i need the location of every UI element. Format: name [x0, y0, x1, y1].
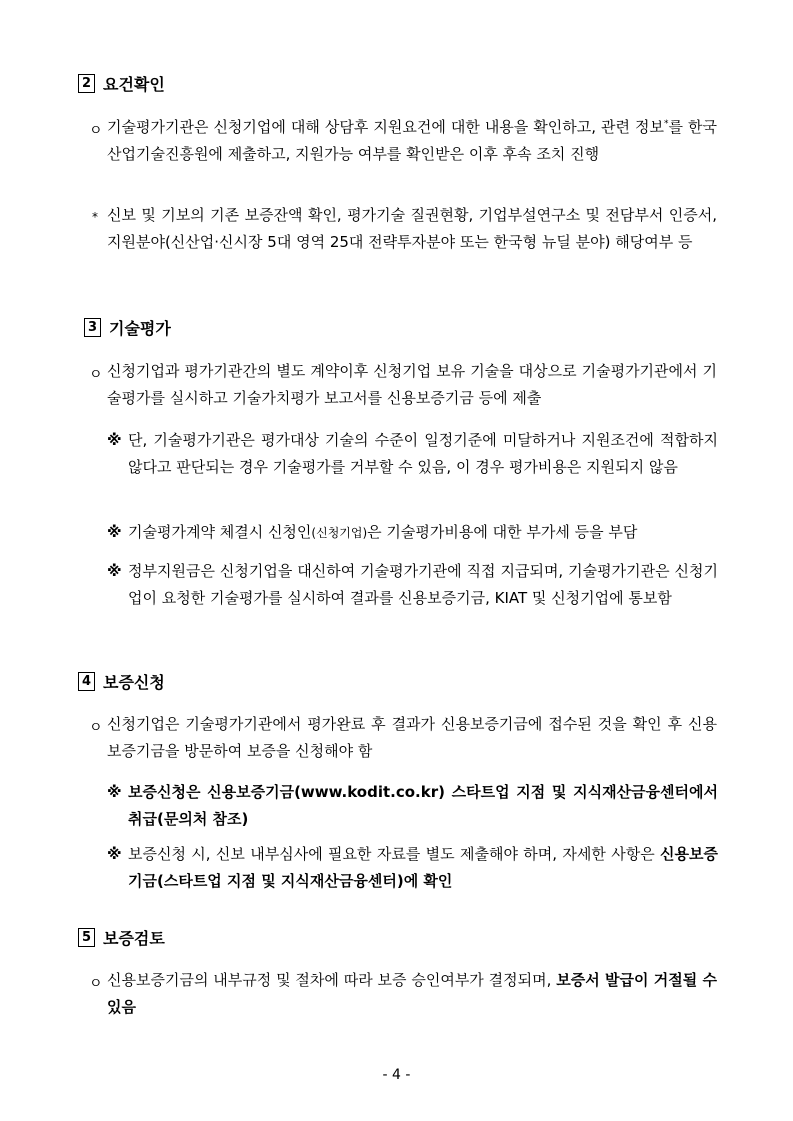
- note-paragraph: [128, 841, 718, 895]
- paragraph-text: 보증신청 시, 신보 내부심사에 필요한 자료를 별도 제출해야 하며, 자세한 사항은: [128, 845, 661, 863]
- circle-bullet: ㅇ: [89, 367, 103, 383]
- section-number-box: 3: [84, 318, 101, 337]
- reference-mark: ※: [107, 562, 122, 580]
- reference-mark: ※: [107, 783, 122, 801]
- asterisk-note-mark: *: [92, 210, 98, 224]
- small-text: (신청기업): [311, 526, 368, 540]
- footnote-marker: *: [664, 119, 669, 129]
- section-title: 요건확인: [103, 75, 165, 94]
- section-title: 보증신청: [103, 673, 165, 692]
- footnote-paragraph: 신보 및 기보의 기존 보증잔액 확인, 평가기술 질권현황, 기업부설연구소 및 전담부서 인증서, 지원분야(신산업·신시장 5대 영역 25대 전략투자분야 또는 한국형 뉴딜 분야) 해당여부 등: [107, 206, 717, 251]
- circle-bullet: ㅇ: [89, 123, 103, 139]
- paragraph-text: 기술평가계약 체결시 신청인: [128, 523, 312, 541]
- section-heading-3: [84, 316, 171, 339]
- bold-text: 신용보증기금(스타트업 지점 및 지식재산금융센터)에 확인: [128, 845, 718, 890]
- paragraph: [107, 967, 717, 1021]
- circle-bullet: ㅇ: [89, 976, 103, 992]
- note-paragraph: [128, 519, 718, 547]
- paragraph-text: 은 기술평가비용에 대한 부가세 등을 부담: [367, 523, 638, 541]
- section-heading-2: [78, 72, 165, 95]
- section-number-box: 4: [78, 672, 95, 691]
- note-paragraph: 정부지원금은 신청기업을 대신하여 기술평가기관에 직접 지급되며, 기술평가기관은 신청기업이 요청한 기술평가를 실시하여 결과를 신용보증기금, KIAT 및 신청기업에 통보함: [128, 562, 718, 607]
- paragraph-text: 를 한국산업기술진흥원에 제출하고, 지원가능 여부를 확인받은 이후 후속 조치 진행: [107, 118, 717, 163]
- section-title: 보증검토: [103, 929, 165, 948]
- section-heading-5: [78, 926, 165, 949]
- section-number-box: 2: [78, 74, 95, 93]
- section-number-box: 5: [78, 928, 95, 947]
- paragraph-text: 신용보증기금의 내부규정 및 절차에 따라 보증 승인여부가 결정되며,: [107, 971, 557, 989]
- reference-mark: ※: [107, 523, 122, 541]
- circle-bullet: ㅇ: [89, 720, 103, 736]
- note-paragraph: 단, 기술평가기관은 평가대상 기술의 수준이 일정기준에 미달하거나 지원조건에 적합하지 않다고 판단되는 경우 기술평가를 거부할 수 있음, 이 경우 평가비용은 지원되지 않음: [128, 431, 718, 476]
- paragraph: 신청기업은 기술평가기관에서 평가완료 후 결과가 신용보증기금에 접수된 것을 확인 후 신용보증기금을 방문하여 보증을 신청해야 함: [107, 715, 717, 760]
- page-number: - 4 -: [382, 1067, 411, 1083]
- reference-mark: ※: [107, 431, 122, 449]
- bold-note-paragraph: 보증신청은 신용보증기금(www.kodit.co.kr) 스타트업 지점 및 지식재산금융센터에서 취급(문의처 참조): [128, 783, 718, 828]
- section-title: 기술평가: [109, 319, 171, 338]
- paragraph: [107, 114, 717, 168]
- bold-text: 보증서 발급이 거절될 수 있음: [107, 971, 717, 1016]
- paragraph-text: 기술평가기관은 신청기업에 대해 상담후 지원요건에 대한 내용을 확인하고, 관련 정보: [107, 118, 664, 136]
- reference-mark: ※: [107, 845, 122, 863]
- section-heading-4: [78, 670, 165, 693]
- paragraph: 신청기업과 평가기관간의 별도 계약이후 신청기업 보유 기술을 대상으로 기술평가기관에서 기술평가를 실시하고 기술가치평가 보고서를 신용보증기금 등에 제출: [107, 362, 717, 407]
